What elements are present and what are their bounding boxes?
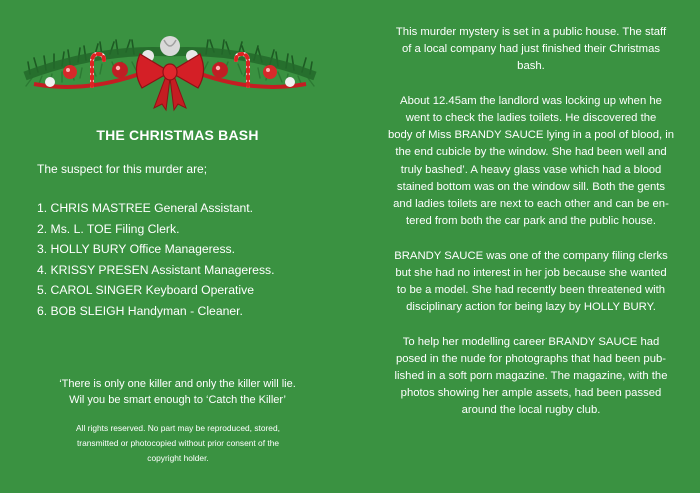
christmas-garland-icon (20, 12, 320, 112)
story-line: and ladies toilets are next to each other and can be en- (393, 198, 669, 211)
list-item: 3. HOLLY BURY Office Manageress. (37, 242, 236, 257)
quote-line: ‘There is only one killer and only the killer will lie. (59, 378, 296, 390)
suspect-list (37, 198, 275, 322)
story-line: to be a model. She had recently been threatened with (396, 284, 666, 297)
story-paragraph (370, 334, 692, 420)
story-line: photos showing her ample assets, had been passed (400, 387, 662, 400)
story-paragraph (370, 24, 692, 76)
story-line: bash. (517, 60, 545, 73)
story-paragraph (370, 248, 692, 317)
list-item: 2. Ms. L. TOE Filing Clerk. (37, 221, 180, 236)
story-line: disciplinary action for being lazy by HOLLY BURY. (406, 301, 656, 314)
story-line: lished in a soft porn magazine. The magazine, with the (394, 370, 668, 383)
story-line: BRANDY SAUCE was one of the company filing clerks (394, 249, 668, 262)
story-line: truly bashed’. A heavy glass vase which had a blood (400, 163, 662, 176)
list-item: 5. CAROL SINGER Keyboard Operative (37, 283, 254, 298)
story-line: tered from both the car park and the public house. (406, 215, 656, 228)
copyright-line: copyright holder. (147, 453, 209, 463)
list-item: 6. BOB SLEIGH Handyman - Cleaner. (37, 303, 243, 318)
story-line: of a local company had just finished their Christmas (401, 43, 661, 56)
story-line: went to check the ladies toilets. He discovered the (405, 112, 657, 124)
story-line: About 12.45am the landlord was locking up when he (400, 94, 662, 107)
story-line: posed in the nude for photographs that had been pub- (395, 352, 667, 365)
copyright-line: transmitted or photocopied without prior consent of the (76, 438, 280, 448)
list-item: 4. KRISSY PRESEN Assistant Manageress. (37, 262, 275, 277)
story-line: but she had no interest in her job because she wanted (395, 266, 667, 279)
story-line: around the local rugby club. (461, 404, 601, 417)
suspects-intro: The suspect for this murder are; (37, 162, 208, 176)
story-line: body of Miss BRANDY SAUCE lying in a pool of blood, in (387, 129, 675, 142)
story-line: stained bottom was on the window sill. Both the gents (396, 180, 666, 193)
story-line: This murder mystery is set in a public house. The staff (395, 26, 667, 38)
copyright-line: All rights reserved. No part may be reproduced, stored, (76, 423, 280, 433)
story-paragraph (370, 93, 692, 231)
killer-quote (0, 376, 355, 408)
right-column (370, 0, 692, 493)
list-item: 1. CHRIS MASTREE General Assistant. (37, 201, 254, 215)
copyright-notice (44, 421, 312, 466)
story-line: the end cubicle by the window. She had been well and (395, 146, 667, 159)
story-line: To help her modelling career BRANDY SAUCE had (402, 335, 660, 348)
document-title: THE CHRISTMAS BASH (96, 127, 259, 143)
story-text (370, 24, 692, 437)
quote-line: Wil you be smart enough to ‘Catch the Killer’ (69, 394, 286, 406)
